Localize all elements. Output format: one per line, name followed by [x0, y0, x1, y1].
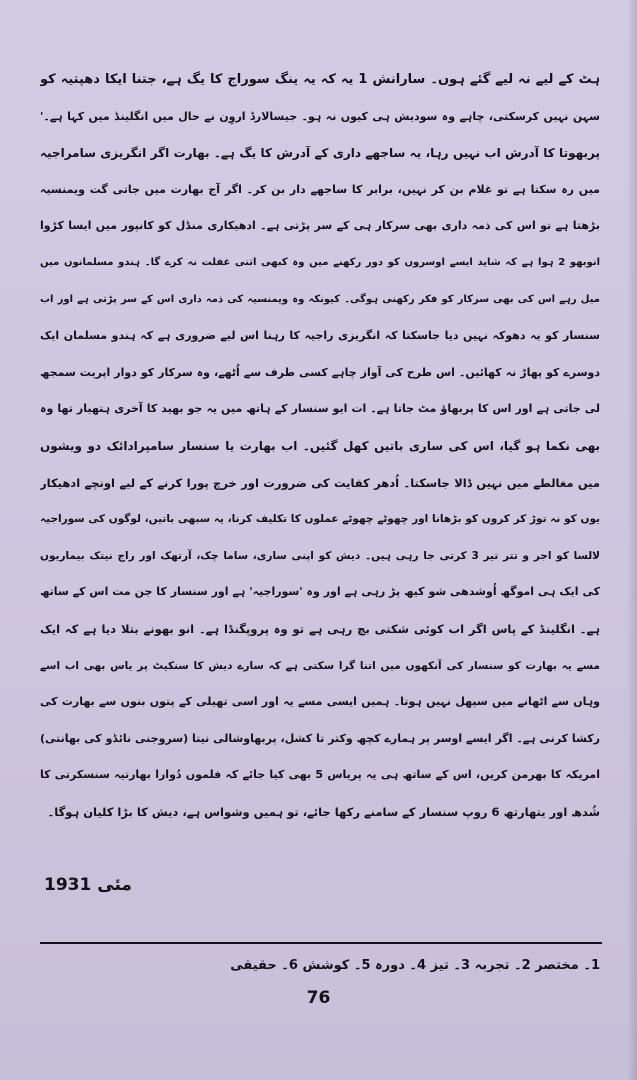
text-line: وہاں سے اٹھانے میں سپھل نہیں ہوتا۔ ہمیں ایسی مسے یہ اور اسی تھیلی کے پتوں بنوں سے بھارت کی [40, 695, 600, 709]
text-line: رکشا کرنی ہے۔ اگر ایسے اوسر پر ہمارے کچھ وکتر تا کشل، پربھاوشالی نیتا (سروجنی نائڈو کی بھانتی) [40, 731, 600, 745]
page-number: 76 [306, 988, 331, 1008]
text-line: سہن نہیں کرسکتی، چاہے وہ سودیش ہی کیوں نہ ہو۔ جیسالارڈ اروِن نے حال میں انگلینڈ میں کہا ہے۔' [40, 109, 600, 123]
date-line: مئی 1931 [44, 875, 132, 895]
text-line: بڑھتا ہے تو اس کی ذمہ داری بھی سرکار ہی کے سر پڑتی ہے۔ ادھیکاری منڈل کو کانپور میں ایسا کڑوا [40, 219, 600, 233]
text-line: میں مغالطے میں نہیں ڈالا جاسکتا۔ اُدھر کفایت کی ضرورت اور خرچ پورا کرنے کے لیے اونچے ادھیکار [40, 475, 600, 490]
page-edge-shadow [627, 0, 637, 1080]
text-line: امریکہ کا بھرمن کریں، اس کے ساتھ ہی یہ پریاس 5 بھی کیا جائے کہ فلموں دُوارا بھارتیہ سنسکرتی کا [40, 768, 600, 782]
text-line: بھی نکما ہو گیا، اس کی ساری باتیں کھل گئیں۔ اب بھارت یا سنسار سامپرادائک دو ویشوں [40, 438, 600, 453]
text-line: شُدھ اور یتھارتھ 6 روپ سنسار کے سامنے رکھا جائے، تو ہمیں وشواس ہے، دیش کا بڑا کلیان ہوگا۔ [47, 804, 600, 819]
text-line: لی جاتی ہے اور اس کا پربھاؤ مٹ جاتا ہے۔ ات ایو سنسار کے ہاتھ میں یہ جو بھید کا آخری ہتھیار تھا وہ [40, 402, 600, 416]
footnote-divider [40, 942, 602, 944]
text-line: دوسرے کو پھاڑ نہ کھائیں۔ اس طرح کی آواز چاہے کسی طرف سے اُٹھے، وہ سرکار کو دوار اپریت سمجھ [40, 365, 600, 379]
text-line: مسے یہ بھارت کو سنسار کی آنکھوں میں اتنا گرا سکتی ہے کہ سارے دیش کا سنکیٹ پر یاس بھی اب اسے [40, 659, 600, 672]
body-text [40, 62, 600, 830]
text-line: انوبھو 2 ہوا ہے کہ شاید ایسے اوسروں کو دور رکھنے میں وہ کبھی اتنی غفلت نہ کرے گا۔ ہندو مسلمانوں میں [40, 256, 600, 268]
text-line: میں رہ سکتا ہے تو غلام بن کر نہیں، برابر کا ساجھے دار بن کر۔ اگر آج بھارت میں جاتی گت ویمنسیہ [40, 182, 600, 196]
text-line: لالسا کو اجر و تتر تیر 3 کرتی جا رہی ہیں۔ دیش کو اپنی ساری، ساما چک، آرتھک اور راج نیتک بیماریوں [40, 549, 600, 562]
text-line: ہٹ کے لیے نہ لیے گئے ہوں۔ سارانش 1 یہ کہ یہ ینگ سوراج کا یگ ہے، جتنا ایکا دھپتیہ کو [40, 72, 600, 87]
text-line: یوں کو نہ توڑ کر کروں کو بڑھانا اور چھوٹے چھوٹے عملوں کا تکلیف کرنا، یہ سبھی باتیں، لوگوں کی سوراجیہ [40, 513, 600, 526]
text-line: ہے۔ انگلینڈ کے پاس اگر اب کوئی شکتی بچ رہی ہے تو وہ پروپگنڈا ہے۔ انو بھونے بتلا دیا ہے کہ ایک [40, 621, 600, 636]
text-line: کی ایک ہی اموگھ اُوشدھی شو کیھ پڑ رہی ہے اور وہ 'سوراجیہ' ہے اور سنسار کا جن مت اس کے ساتھ [40, 585, 600, 599]
text-line: سنسار کو یہ دھوکہ نہیں دیا جاسکتا کہ انگریزی راجیہ کا رہنا اس لیے ضروری ہے کہ ہندو مسلمان ایک [40, 329, 600, 343]
text-line: پربھوتا کا آدرش اب نہیں رہا، یہ ساجھے داری کے آدرش کا یگ ہے۔ بھارت اگر انگریزی سامراجیہ [40, 146, 600, 161]
footnotes: 1۔ مختصر 2۔ تجربہ 3۔ تیز 4۔ دورہ 5۔ کوشش 6۔ حقیقی [230, 958, 600, 973]
text-line: میل رہے اس کی بھی سرکار کو فکر رکھنی ہوگی۔ کیونکہ وہ ویمنسیہ کی ذمہ داری اس کے سر پڑتی ہے اور اب [40, 293, 600, 305]
